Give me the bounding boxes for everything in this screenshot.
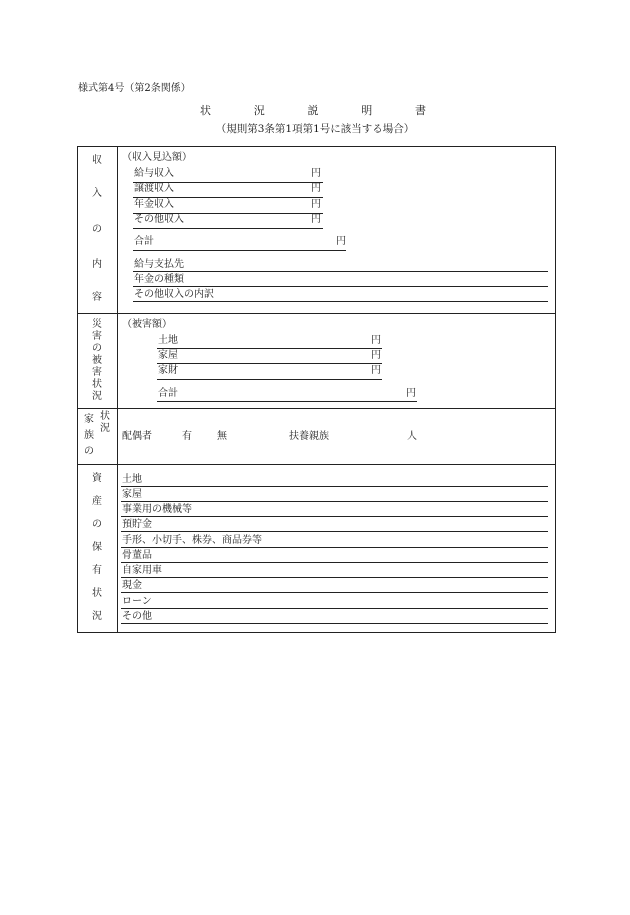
yen-unit: 円 (311, 214, 321, 225)
damage-total-line[interactable] (157, 401, 417, 402)
income-note-line[interactable] (133, 271, 548, 272)
asset-entry-line[interactable] (121, 501, 548, 502)
asset-item-label: 家屋 (122, 489, 142, 500)
yen-unit: 円 (371, 335, 381, 346)
header-char: 況 (92, 611, 102, 622)
income-item-label: 給与収入 (134, 168, 174, 179)
asset-item-label: 土地 (122, 474, 142, 485)
header-char: 資 (92, 473, 102, 484)
disaster-section-title: （被害額） (122, 319, 172, 330)
header-char: 況 (100, 423, 110, 434)
yen-unit: 円 (311, 183, 321, 194)
section-divider (77, 464, 556, 465)
header-char: 容 (92, 292, 102, 303)
asset-item-label: 自家用車 (122, 565, 162, 576)
yen-unit: 円 (311, 168, 321, 179)
asset-item-label: 手形、小切手、株券、商品券等 (122, 535, 262, 546)
asset-entry-line[interactable] (121, 547, 548, 548)
header-char: 被 (92, 355, 102, 366)
damage-item-label: 家財 (158, 365, 178, 376)
asset-entry-line[interactable] (121, 516, 548, 517)
header-char: 入 (92, 188, 102, 199)
asset-item-label: 骨董品 (122, 550, 152, 561)
title-char: 説 (307, 104, 319, 117)
damage-entry-line[interactable] (157, 363, 382, 364)
section-divider (77, 408, 556, 409)
document-subtitle: （規則第3条第1項第1号に該当する場合） (215, 123, 415, 135)
income-total-label: 合計 (134, 236, 154, 247)
income-note-line[interactable] (133, 286, 548, 287)
income-item-label: 年金収入 (134, 199, 174, 210)
persons-unit: 人 (407, 431, 417, 442)
spouse-no-option[interactable]: 無 (217, 431, 227, 442)
header-char: 状 (100, 411, 110, 422)
income-note-label: 給与支払先 (134, 259, 184, 270)
header-char: 害 (92, 331, 102, 342)
asset-item-label: その他 (122, 611, 152, 622)
title-char: 明 (361, 104, 373, 117)
column-divider (117, 146, 118, 633)
header-char: 状 (92, 379, 102, 390)
yen-unit: 円 (336, 236, 346, 247)
header-char: の (92, 343, 102, 354)
income-entry-line[interactable] (133, 228, 323, 229)
header-char: 保 (92, 542, 102, 553)
asset-item-label: ローン (122, 596, 152, 607)
title-char: 状 (200, 104, 211, 117)
damage-entry-line[interactable] (157, 348, 382, 349)
header-char: 家 (84, 414, 94, 425)
income-total-line[interactable] (133, 250, 346, 251)
header-char: 収 (92, 155, 102, 166)
header-char: 状 (92, 588, 102, 599)
damage-entry-line[interactable] (157, 379, 382, 380)
asset-item-label: 事業用の機械等 (122, 504, 192, 515)
yen-unit: 円 (371, 350, 381, 361)
asset-entry-line[interactable] (121, 577, 548, 578)
asset-entry-line[interactable] (121, 562, 548, 563)
damage-item-label: 土地 (158, 335, 178, 346)
spouse-yes-option[interactable]: 有 (182, 431, 192, 442)
dependents-label: 扶養親族 (289, 431, 329, 442)
income-entry-line[interactable] (133, 197, 323, 198)
form-number-label: 様式第4号（第2条関係） (78, 83, 191, 94)
income-note-label: 年金の種類 (134, 274, 184, 285)
spouse-label: 配偶者 (122, 431, 152, 442)
income-item-label: その他収入 (134, 214, 184, 225)
header-char: 族 (84, 430, 94, 441)
header-char: 有 (92, 565, 102, 576)
asset-entry-line[interactable] (121, 623, 548, 624)
asset-item-label: 預貯金 (122, 519, 152, 530)
income-item-label: 譲渡収入 (134, 183, 174, 194)
asset-entry-line[interactable] (121, 531, 548, 532)
damage-total-label: 合計 (158, 388, 178, 399)
title-char: 況 (253, 104, 265, 117)
title-char: 書 (415, 104, 426, 117)
yen-unit: 円 (371, 365, 381, 376)
income-section-title: （収入見込額） (122, 152, 192, 163)
damage-item-label: 家屋 (158, 350, 178, 361)
asset-entry-line[interactable] (121, 486, 548, 487)
header-char: 内 (92, 259, 102, 270)
header-char: 産 (92, 496, 102, 507)
yen-unit: 円 (311, 199, 321, 210)
yen-unit: 円 (406, 388, 416, 399)
header-char: の (84, 446, 94, 457)
asset-entry-line[interactable] (121, 592, 548, 593)
asset-item-label: 現金 (122, 580, 142, 591)
asset-entry-line[interactable] (121, 608, 548, 609)
header-char: の (92, 224, 102, 235)
header-char: 災 (92, 319, 102, 330)
header-char: 害 (92, 367, 102, 378)
income-note-line[interactable] (133, 301, 548, 302)
section-divider (77, 313, 556, 314)
document-title (200, 105, 426, 116)
header-char: 況 (92, 391, 102, 402)
income-note-label: その他収入の内訳 (134, 289, 214, 300)
header-char: の (92, 519, 102, 530)
